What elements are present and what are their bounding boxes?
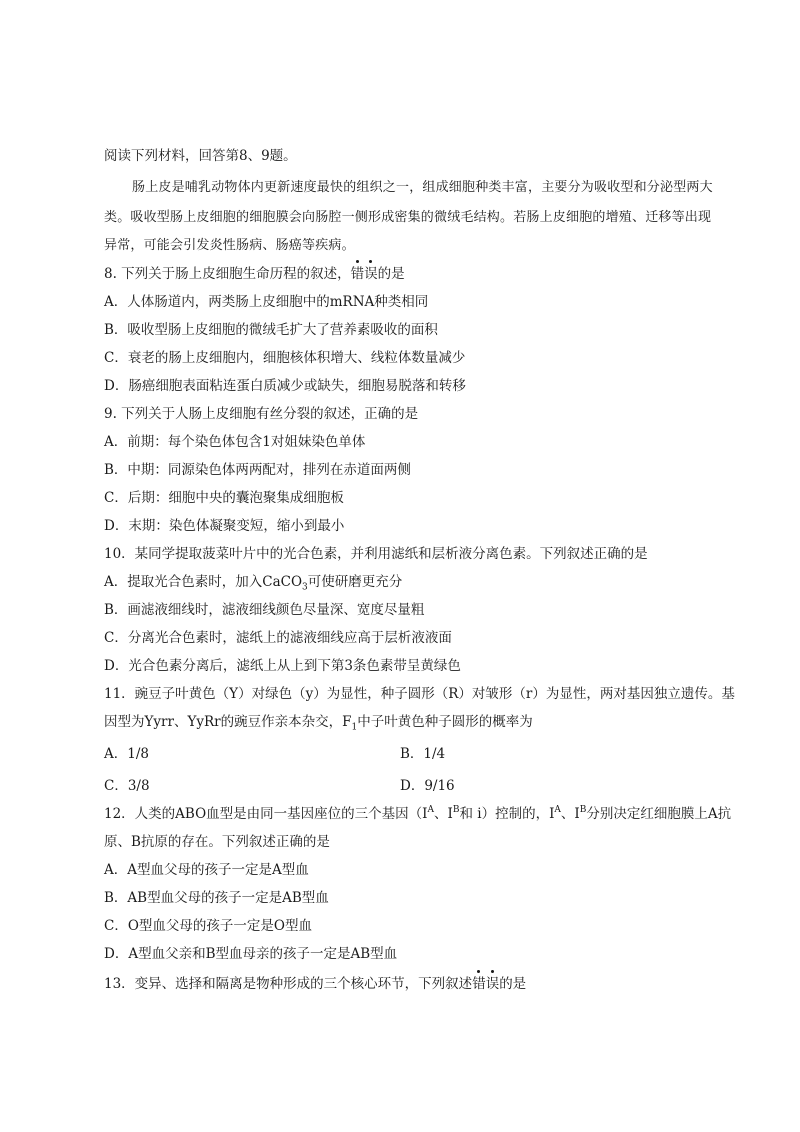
question-10-stem: 10．某同学提取菠菜叶片中的光合色素，并利用滤纸和层析液分离色素。下列叙述正确的是	[104, 546, 648, 562]
question-8-option-a: A．人体肠道内，两类肠上皮细胞中的mRNA种类相同	[104, 294, 429, 310]
emphasis-char: 误	[485, 976, 500, 992]
question-12-option-c: C．O型血父母的孩子一定是O型血	[104, 918, 312, 934]
passage-line-1: 肠上皮是哺乳动物体内更新速度最快的组织之一，组成细胞种类丰富，主要分为吸收型和分泌型两大	[132, 180, 713, 195]
question-10-option-b: B．画滤液细线时，滤液细线颜色尽量深、宽度尽量粗	[104, 602, 425, 618]
question-9-option-a: A．前期：每个染色体包含1对姐妹染色单体	[104, 434, 366, 450]
question-11-option-d: D．9/16	[400, 778, 455, 794]
question-11-stem-line-2: 因型为Yyrr、YyRr的豌豆作亲本杂交，$F_1$中子叶黄色种子圆形的概率为	[104, 714, 533, 733]
emphasis-char: 错	[350, 266, 365, 282]
passage-line-3: 异常，可能会引发炎性肠病、肠癌等疾病。	[104, 238, 355, 253]
question-9-stem: 9. 下列关于人肠上皮细胞有丝分裂的叙述，正确的是	[104, 406, 419, 422]
question-11-option-b: B．1/4	[400, 746, 446, 762]
question-11-options-row-1	[104, 744, 446, 764]
question-8-stem: 8. 下列关于肠上皮细胞生命历程的叙述，错误的是	[104, 266, 405, 282]
question-12-option-d: D．A型血父亲和B型血母亲的孩子一定是AB型血	[104, 946, 398, 962]
passage-line-2: 类。吸收型肠上皮细胞的细胞膜会向肠腔一侧形成密集的微绒毛结构。若肠上皮细胞的增殖、迁移等出现	[104, 210, 712, 225]
question-11-option-c: C．3/8	[104, 778, 150, 794]
question-12-option-b: B．AB型血父母的孩子一定是AB型血	[104, 890, 329, 906]
question-10-option-d: D．光合色素分离后，滤纸上从上到下第3条色素带呈黄绿色	[104, 658, 461, 674]
question-10-option-c: C．分离光合色素时，滤纸上的滤液细线应高于层析液液面	[104, 630, 452, 646]
question-9-option-d: D．末期：染色体凝聚变短，缩小到最小	[104, 518, 345, 534]
question-12-stem-line-1: 12．人类的ABO血型是由同一基因座位的三个基因（$I^A$、$I^B$和 i）控制的，$I^A$、$I^B$分别决定红细胞膜上A抗	[104, 804, 732, 822]
reading-intro: 阅读下列材料，回答第8、9题。	[104, 148, 297, 164]
emphasis-char: 误	[364, 266, 378, 282]
question-10-option-a: A．提取光合色素时，加入CaCO$_3$可使研磨更充分	[104, 574, 403, 593]
question-12-option-a: A．A型血父母的孩子一定是A型血	[104, 862, 309, 878]
question-8-option-b: B．吸收型肠上皮细胞的微绒毛扩大了营养素吸收的面积	[104, 322, 438, 338]
question-11-option-a: A．1/8	[104, 746, 149, 762]
question-9-option-b: B．中期：同源染色体两两配对，排列在赤道面两侧	[104, 462, 411, 478]
question-11-options-row-2	[104, 776, 455, 796]
question-13-stem: 13．变异、选择和隔离是物种形成的三个核心环节，下列叙述错误的是	[104, 976, 527, 992]
emphasis-char: 错	[472, 976, 486, 992]
question-12-stem-line-2: 原、B抗原的存在。下列叙述正确的是	[104, 834, 330, 850]
question-11-stem-line-1: 11．豌豆子叶黄色（Y）对绿色（y）为显性，种子圆形（R）对皱形（r）为显性，两对基因独立遗传。基	[104, 686, 735, 702]
question-8-option-d: D．肠癌细胞表面粘连蛋白质减少或缺失，细胞易脱落和转移	[104, 378, 466, 394]
question-9-option-c: C．后期：细胞中央的囊泡聚集成细胞板	[104, 490, 344, 506]
question-8-option-c: C．衰老的肠上皮细胞内，细胞核体积增大、线粒体数量减少	[104, 350, 466, 366]
